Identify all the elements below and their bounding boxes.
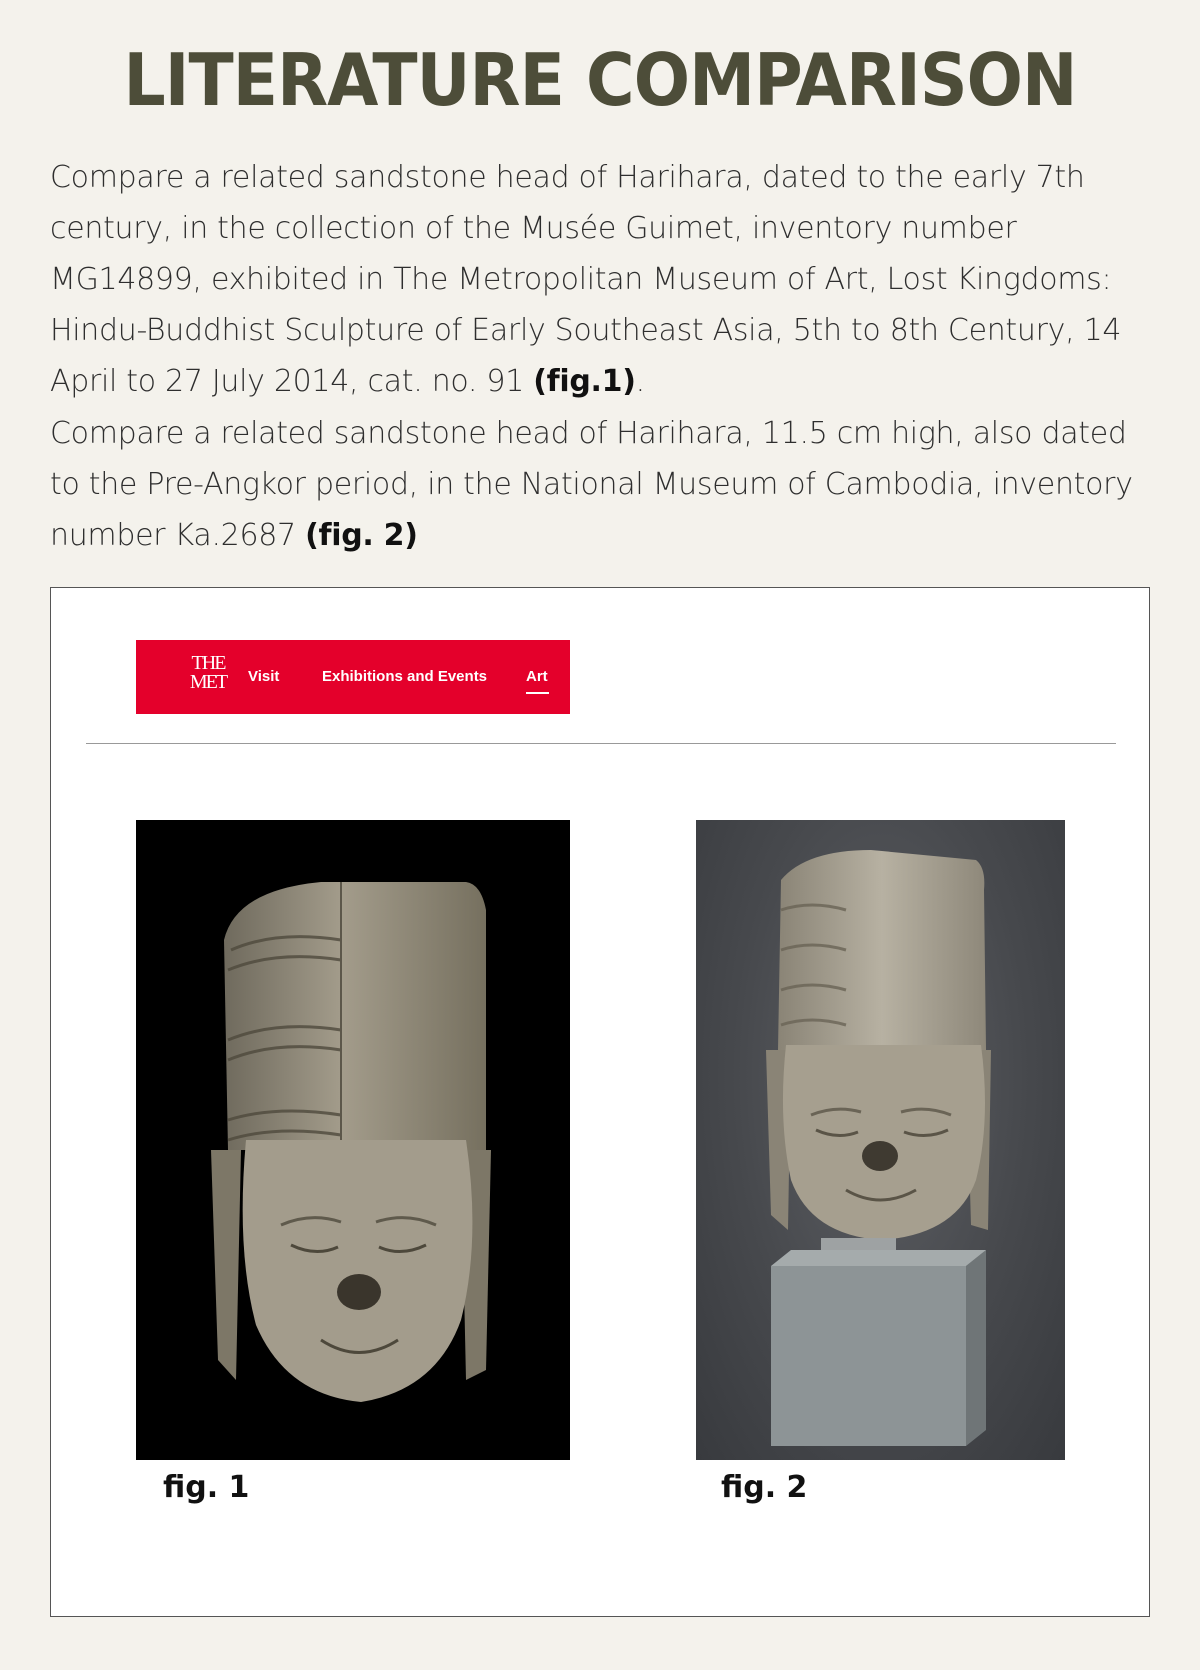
figure-1-photo [136,820,570,1460]
sculpture-head-on-stand-image [696,820,1065,1460]
paragraph-text: Compare a related sandstone head of Harihara, 11.5 cm high, also dated to the Pre-Angkor period, in the National Museum of Cambodia, inventory number Ka.2687 [50,416,1133,553]
figure-1-caption: fig. 1 [163,1470,250,1505]
met-logo[interactable] [188,654,228,692]
met-navigation-bar [136,640,570,714]
nav-link-exhibitions[interactable]: Exhibitions and Events [322,668,488,685]
figure-reference: (fig.1) [533,364,636,399]
figure-reference: (fig. 2) [305,518,418,553]
paragraph-text: Compare a related sandstone head of Harihara, dated to the early 7th century, in the collection of the Musée Guimet, inventory number MG14899, exhibited in The Metropolitan Museum of Art, Lost Kingdoms: Hindu-Buddhist Sculpture of Early Southeast Asia, 5th to 8th Century, 14 April to 27 July 2014, cat. no. 91 [50,160,1122,399]
met-logo-line2: MET [189,671,227,693]
figure-2-caption: fig. 2 [721,1470,808,1505]
figure-panel [50,587,1150,1617]
page-title: LITERATURE COMPARISON [123,38,1077,122]
met-logo-line1: THE [191,652,225,674]
figure-2-photo [696,820,1065,1460]
active-nav-underline [526,692,549,694]
divider [86,743,1116,744]
nav-link-visit[interactable]: Visit [248,668,280,685]
paragraph-fig1 [50,152,1160,407]
paragraph-fig2 [50,408,1160,561]
sculpture-head-image [136,820,570,1460]
nav-link-art[interactable]: Art [526,668,548,685]
paragraph-end: . [635,364,645,399]
